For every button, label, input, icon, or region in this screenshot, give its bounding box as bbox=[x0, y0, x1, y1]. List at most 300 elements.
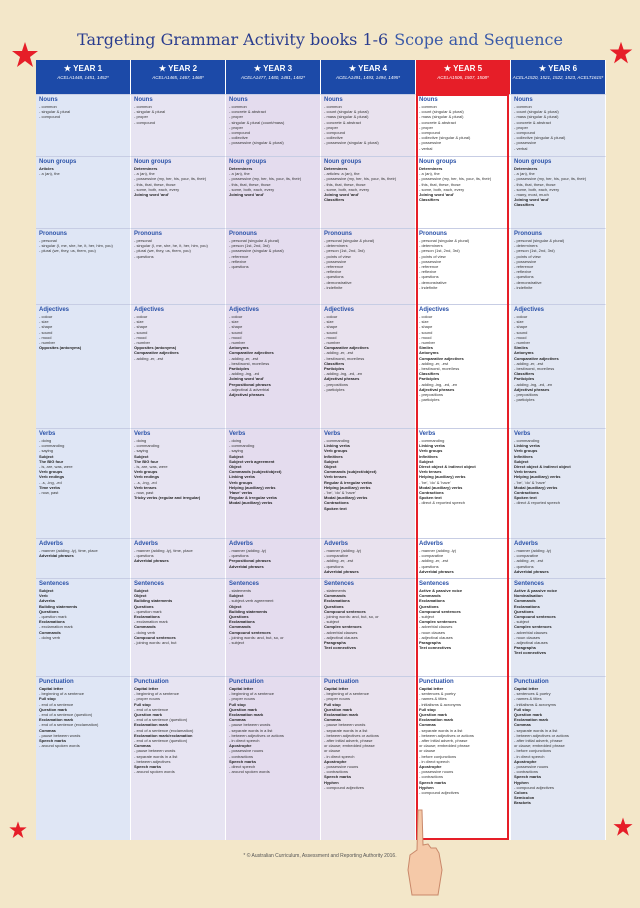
section-item: - possessive (my, her, his, your, its, their) bbox=[419, 176, 492, 182]
section-item: The BIG four bbox=[39, 458, 64, 464]
year-header bbox=[131, 60, 226, 94]
section-item: Prepositional phrases bbox=[229, 558, 271, 564]
section-cell bbox=[321, 578, 416, 676]
section-item: Comparative adjectives bbox=[324, 345, 369, 351]
section-item: - sentences & poetry bbox=[514, 691, 551, 697]
section-item: Joining word 'and' bbox=[324, 192, 360, 198]
section-heading: Verbs bbox=[514, 431, 531, 437]
section-item: - 'be', 'do' & 'have' bbox=[419, 479, 451, 485]
section-item: Tricky verbs (regular and irregular) bbox=[134, 495, 201, 501]
section-item: Helping (auxiliary) verbs bbox=[229, 484, 276, 490]
section-item: - initialisms & acronyms bbox=[514, 701, 557, 707]
section-item: Full stop bbox=[134, 701, 151, 707]
section-item: - participles bbox=[514, 397, 535, 403]
section-item: Verb groups bbox=[514, 448, 538, 454]
section-item: - colour bbox=[39, 314, 53, 319]
section-item: - end of a sentence bbox=[134, 706, 169, 712]
section-item: - adding -er, -est bbox=[514, 558, 544, 564]
section-item: - adjectival & adverbial bbox=[229, 386, 270, 392]
section-item: - adding -ing, -ed, -en bbox=[419, 381, 458, 387]
section-item: - reflexive bbox=[419, 269, 437, 275]
section-item: - questions bbox=[229, 553, 249, 559]
section-item: - joining words: and, but, so, or bbox=[324, 614, 379, 620]
section-item: Hyphen bbox=[419, 784, 434, 790]
scope-sequence-table bbox=[36, 60, 606, 840]
section-cell bbox=[321, 538, 416, 578]
section-item: Questions bbox=[514, 608, 534, 614]
section-item: Question mark bbox=[134, 712, 163, 718]
section-item: - some, both, each, every bbox=[134, 186, 180, 192]
section-item: - colour bbox=[134, 314, 148, 319]
section-item: Building statements bbox=[134, 598, 173, 604]
section-cell bbox=[131, 428, 226, 538]
section-item: - pause between words bbox=[229, 722, 271, 728]
section-item: Helping (auxiliary) verbs bbox=[324, 484, 371, 490]
section-item: - separate words in a list bbox=[229, 727, 273, 733]
section-item: - separate words in a list bbox=[419, 727, 463, 733]
section-item: - exclamation mark bbox=[134, 619, 168, 625]
section-item: Semicolon bbox=[514, 795, 535, 801]
section-item: - proper bbox=[419, 124, 434, 130]
section-item: - common bbox=[514, 104, 532, 109]
section-cell bbox=[226, 538, 321, 578]
section-item: Adverbial phrases bbox=[39, 553, 74, 559]
section-item: - saying bbox=[134, 448, 149, 454]
star-decoration-icon bbox=[608, 40, 634, 66]
section-item: - saying bbox=[229, 448, 244, 454]
section-item: - direct & reported speech bbox=[514, 500, 561, 506]
section-item: - end of a sentence (question) bbox=[39, 712, 93, 718]
section-item: - doing bbox=[229, 438, 242, 443]
section-item: - around spoken words bbox=[134, 769, 175, 775]
section-item: - common bbox=[324, 104, 342, 109]
section-item: - adding -er, -est bbox=[229, 355, 259, 361]
section-item: Capital letter bbox=[514, 686, 539, 691]
section-item: Subject bbox=[39, 588, 54, 593]
section-item: - manner (adding -ly) bbox=[419, 548, 457, 553]
section-item: - proper bbox=[324, 124, 339, 130]
section-item: - questions bbox=[514, 563, 534, 569]
section-item: - personal bbox=[39, 238, 57, 243]
section-item: - possessive bbox=[514, 140, 537, 146]
section-item: - possessive (my, her, his, your, its, their) bbox=[134, 176, 207, 182]
section-item: - after initial adverb, phrase bbox=[514, 738, 563, 744]
section-item: - question mark bbox=[134, 608, 162, 614]
section-item: Adverbial phrases bbox=[134, 558, 169, 564]
section-item: Helping (auxiliary) verbs bbox=[514, 474, 561, 480]
section-item: - is, are, was, were bbox=[134, 464, 168, 470]
star-decoration-icon bbox=[612, 816, 634, 838]
section-item: Joining word 'and' bbox=[229, 376, 265, 382]
section-item: - mood bbox=[324, 334, 337, 340]
section-item: - manner (adding -ly) bbox=[324, 548, 362, 553]
section-item: - compound adjectives bbox=[324, 784, 365, 790]
section-item: Question mark bbox=[514, 712, 543, 718]
section-item: - exclamation mark bbox=[39, 624, 73, 630]
section-item: - colour bbox=[419, 314, 433, 319]
section-item: Colons bbox=[514, 790, 528, 796]
section-item: - manner (adding -ly), time, place bbox=[134, 548, 193, 553]
section-item: Participles bbox=[419, 376, 440, 382]
section-item: - sound bbox=[324, 329, 338, 335]
section-item: - participles bbox=[419, 397, 440, 403]
section-item: Text connectives bbox=[419, 645, 452, 651]
section-item: - concrete & abstract bbox=[324, 119, 361, 125]
section-item: - possessive bbox=[419, 140, 442, 146]
section-item: - some, both, each, every bbox=[419, 186, 465, 192]
section-item: - a (an), the bbox=[39, 171, 60, 177]
section-item: Linking verbs bbox=[229, 474, 256, 480]
section-item: - names & titles bbox=[419, 696, 447, 702]
section-cell bbox=[511, 428, 606, 538]
section-cell bbox=[416, 578, 511, 676]
section-item: - indefinite bbox=[514, 284, 533, 290]
section-item: - determiners bbox=[419, 243, 443, 249]
section-item: Commas bbox=[134, 743, 151, 749]
year-header bbox=[321, 60, 416, 94]
section-item: - common bbox=[134, 104, 152, 109]
section-item: Full stop bbox=[419, 706, 436, 712]
section-item: - some, both, each, every bbox=[514, 186, 560, 192]
section-heading: Pronouns bbox=[514, 231, 542, 237]
year-header bbox=[511, 60, 606, 94]
section-item: - prepositions bbox=[419, 392, 444, 398]
section-item: Commands (subject/object) bbox=[324, 469, 377, 475]
section-item: - end of a sentence (question) bbox=[134, 717, 188, 723]
section-item: - points of view bbox=[324, 253, 351, 259]
section-item: Capital letter bbox=[134, 686, 159, 691]
section-item: Prepositional phrases bbox=[229, 381, 271, 387]
section-item: - person (1st, 2nd, 3rd) bbox=[324, 248, 365, 254]
section-item: Determiners bbox=[514, 166, 538, 171]
section-item: Antonyms bbox=[419, 350, 439, 356]
section-item: - noun clauses bbox=[514, 634, 541, 640]
section-heading: Sentences bbox=[39, 581, 70, 587]
section-item: Determiners bbox=[134, 166, 158, 171]
section-item: - initialisms & acronyms bbox=[419, 701, 462, 707]
section-item: Speech marks bbox=[229, 758, 257, 764]
section-heading: Nouns bbox=[229, 97, 248, 103]
section-item: Active & passive voice bbox=[419, 588, 463, 593]
section-item: - best/worst, more/less bbox=[229, 360, 270, 366]
section-item: Joining word 'and' bbox=[514, 197, 550, 203]
section-item: 'Have' verbs bbox=[229, 490, 253, 496]
section-item: - singular & plural bbox=[39, 109, 71, 115]
section-item: Commands bbox=[324, 593, 346, 599]
section-item: - possessive nouns bbox=[229, 748, 264, 754]
curriculum-codes: ACELA1520, 1521, 1522, 1523, ACELT1615* bbox=[512, 75, 604, 80]
section-cell bbox=[36, 428, 131, 538]
section-item: - this, that, these, those bbox=[514, 181, 556, 187]
section-heading: Sentences bbox=[134, 581, 165, 587]
section-item: Contractions bbox=[324, 500, 349, 506]
section-item: - reference bbox=[229, 253, 249, 259]
section-item: Modal (auxiliary) verbs bbox=[229, 500, 273, 506]
section-item: Speech marks bbox=[419, 779, 447, 785]
section-item: - mood bbox=[419, 334, 432, 340]
section-item: The BIG four bbox=[134, 458, 159, 464]
section-item: - number bbox=[134, 340, 151, 346]
section-cell bbox=[511, 94, 606, 156]
section-item: - between adjectives or actions bbox=[229, 732, 284, 738]
section-item: Verb groups bbox=[419, 448, 443, 454]
section-item: Commands bbox=[514, 598, 536, 604]
section-item: Speech marks bbox=[514, 774, 542, 780]
section-item: - in direct speech bbox=[514, 753, 545, 759]
section-cell bbox=[226, 94, 321, 156]
section-item: - around spoken words bbox=[229, 769, 270, 775]
section-item: - collective (singular & plural) bbox=[419, 135, 471, 141]
section-item: Adverbs bbox=[39, 598, 56, 604]
section-cell bbox=[131, 156, 226, 228]
section-item: - this, that, these, those bbox=[134, 181, 176, 187]
section-item: - commanding bbox=[229, 443, 255, 449]
section-item: - some, both, each, every bbox=[229, 186, 275, 192]
section-item: - comparative bbox=[419, 553, 444, 559]
section-item: Hyphen bbox=[324, 779, 339, 785]
section-item: Exclamations bbox=[39, 619, 65, 625]
section-item: Complex sentences bbox=[419, 619, 457, 625]
section-cell bbox=[131, 578, 226, 676]
section-item: Question mark bbox=[229, 706, 258, 712]
section-item: Apostrophe bbox=[324, 758, 347, 764]
section-item: - a (an), the bbox=[419, 171, 440, 177]
section-item: Modal (auxiliary) verbs bbox=[514, 484, 558, 490]
section-item: - count (singular & plural) bbox=[419, 109, 464, 115]
section-item: - contractions bbox=[229, 753, 254, 759]
section-item: - proper bbox=[514, 124, 529, 130]
section-item: - questions bbox=[514, 274, 534, 280]
curriculum-codes: ACELA1465, 1467, 1468* bbox=[152, 75, 204, 80]
section-item: - compound bbox=[134, 119, 156, 125]
section-item: - end of a sentence bbox=[39, 701, 74, 707]
section-cell bbox=[416, 156, 511, 228]
section-item: - reflexive bbox=[514, 269, 532, 275]
section-item: Commands bbox=[229, 624, 251, 630]
section-item: Compound sentences bbox=[324, 608, 366, 614]
section-item: - reference bbox=[324, 264, 344, 270]
section-item: Similes bbox=[419, 345, 434, 351]
section-item: Infinitives bbox=[514, 453, 533, 459]
section-item: - personal (singular & plural) bbox=[324, 238, 375, 243]
section-item: Determiners bbox=[419, 166, 443, 171]
section-item: - subject bbox=[229, 640, 245, 646]
section-item: Classifiers bbox=[514, 371, 535, 377]
section-cell bbox=[131, 228, 226, 304]
section-item: Exclamation mark bbox=[229, 712, 264, 718]
section-item: - proper nouns bbox=[324, 696, 351, 702]
section-item: Exclamation mark bbox=[419, 717, 454, 723]
section-item: Verb groups bbox=[134, 469, 158, 475]
section-item: Full stop bbox=[229, 701, 246, 707]
section-item: Modal (auxiliary) verbs bbox=[419, 484, 463, 490]
section-cell bbox=[226, 304, 321, 428]
section-cell bbox=[321, 94, 416, 156]
section-item: - after initial adverb, phrase bbox=[419, 738, 468, 744]
section-item: - reflexive bbox=[229, 258, 247, 264]
section-item: - adverbial clauses bbox=[514, 629, 548, 635]
section-heading: Verbs bbox=[229, 431, 246, 437]
section-item: - reflexive bbox=[324, 269, 342, 275]
section-item: Commas bbox=[39, 727, 56, 733]
section-item: - joining words: and, but bbox=[134, 640, 177, 646]
section-heading: Nouns bbox=[419, 97, 438, 103]
section-item: Active & passive voice bbox=[514, 588, 558, 593]
section-item: Comparative adjectives bbox=[134, 350, 179, 356]
section-item: - size bbox=[134, 319, 144, 325]
section-item: - indefinite bbox=[419, 284, 438, 290]
section-item: - verbal bbox=[419, 145, 433, 151]
section-item: - singular (I, me, she, he, it, her, him, you) bbox=[39, 243, 113, 249]
section-item: Verb groups bbox=[324, 448, 348, 454]
section-item: - reference bbox=[419, 264, 439, 270]
section-heading: Noun groups bbox=[39, 159, 77, 165]
section-heading: Pronouns bbox=[39, 231, 67, 237]
section-item: - in direct speech bbox=[229, 738, 260, 744]
title-main: Targeting Grammar Activity books 1-6 bbox=[77, 30, 389, 49]
section-item: - commanding bbox=[514, 438, 540, 443]
section-cell bbox=[321, 428, 416, 538]
year-label: ★ YEAR 6 bbox=[538, 64, 578, 73]
section-item: - before conjunctions bbox=[514, 748, 552, 754]
section-item: - a (an), the bbox=[514, 171, 535, 177]
section-item: - between adjectives or actions bbox=[419, 732, 474, 738]
year-label: ★ YEAR 4 bbox=[348, 64, 388, 73]
section-item: - shape bbox=[324, 324, 338, 330]
section-item: Questions bbox=[134, 603, 154, 609]
section-item: Adjectival phrases bbox=[419, 386, 455, 392]
section-item: Compound sentences bbox=[229, 629, 271, 635]
section-item: Subject bbox=[419, 458, 434, 464]
section-item: - contractions bbox=[514, 769, 539, 775]
section-item: - adding -ing, -ed, -en bbox=[324, 371, 363, 377]
section-item: - possessive nouns bbox=[324, 764, 359, 770]
section-item: Questions bbox=[419, 603, 439, 609]
section-item: - prepositions bbox=[324, 381, 349, 387]
section-item: - colour bbox=[229, 314, 243, 319]
section-item: - proper bbox=[229, 114, 244, 120]
section-cell bbox=[226, 228, 321, 304]
section-item: - shape bbox=[419, 324, 433, 330]
section-heading: Sentences bbox=[324, 581, 355, 587]
section-item: Antonyms bbox=[229, 345, 249, 351]
section-item: - 'be', 'do' & 'have' bbox=[514, 479, 546, 485]
section-item: Compound sentences bbox=[419, 608, 461, 614]
section-item: Opposites (antonyms) bbox=[134, 345, 177, 351]
section-heading: Adverbs bbox=[229, 541, 254, 547]
section-cell bbox=[36, 156, 131, 228]
section-item: - sentences & poetry bbox=[419, 691, 456, 697]
section-cell bbox=[131, 94, 226, 156]
section-item: - this, that, these, those bbox=[229, 181, 271, 187]
section-item: Hyphen bbox=[514, 779, 529, 785]
curriculum-codes: ACELA1506, 1507, 1508* bbox=[437, 75, 489, 80]
section-item: - plural (we, they, us, them, you) bbox=[39, 248, 96, 254]
year-label: ★ YEAR 3 bbox=[253, 64, 293, 73]
section-item: Adverbial phrases bbox=[419, 568, 454, 574]
section-item: Commas bbox=[514, 722, 531, 728]
section-item: - saying bbox=[39, 448, 54, 454]
section-item: - joining words: and, but, so, or bbox=[229, 634, 284, 640]
section-item: - possessive (my, her, his, your, its, their) bbox=[514, 176, 587, 182]
section-cell bbox=[131, 304, 226, 428]
section-item: Classifiers bbox=[419, 197, 440, 203]
section-item: - pause between words bbox=[134, 748, 176, 754]
section-item: - shape bbox=[229, 324, 243, 330]
section-item: - statements bbox=[229, 588, 252, 593]
section-item: Antonyms bbox=[514, 350, 534, 356]
section-item: Speech marks bbox=[134, 764, 162, 770]
section-item: - comparative bbox=[514, 553, 539, 559]
year-label: ★ YEAR 1 bbox=[63, 64, 103, 73]
section-item: - adjectival clauses bbox=[324, 634, 358, 640]
section-item: - count (singular & plural) bbox=[514, 109, 559, 115]
section-item: Comparative adjectives bbox=[419, 355, 464, 361]
section-heading: Verbs bbox=[324, 431, 341, 437]
section-item: - reference bbox=[514, 264, 534, 270]
section-item: Adverbial phrases bbox=[324, 568, 359, 574]
section-heading: Punctuation bbox=[134, 679, 169, 685]
section-heading: Nouns bbox=[134, 97, 153, 103]
section-item: - pause between words bbox=[39, 732, 81, 738]
section-item: Helping (auxiliary) verbs bbox=[419, 474, 466, 480]
section-cell bbox=[131, 676, 226, 840]
section-item: - possessive (singular & plural) bbox=[324, 140, 379, 146]
section-heading: Pronouns bbox=[229, 231, 257, 237]
section-cell bbox=[226, 578, 321, 676]
section-cell bbox=[321, 156, 416, 228]
section-item: Questions bbox=[324, 603, 344, 609]
section-item: - size bbox=[419, 319, 429, 325]
section-item: - best/worst, more/less bbox=[324, 355, 365, 361]
section-item: - questions bbox=[419, 563, 439, 569]
section-item: Subject bbox=[134, 588, 149, 593]
section-item: - subject bbox=[324, 619, 340, 625]
section-cell bbox=[36, 676, 131, 840]
curriculum-codes: ACELA1448, 1451, 1452* bbox=[57, 75, 109, 80]
section-item: - collective (singular & plural) bbox=[514, 135, 566, 141]
section-heading: Nouns bbox=[39, 97, 58, 103]
section-item: - colour bbox=[324, 314, 338, 319]
section-item: - end of a sentence (exclamation) bbox=[39, 722, 99, 728]
section-item: - verbal bbox=[514, 145, 528, 151]
year-header bbox=[226, 60, 321, 94]
section-heading: Adjectives bbox=[134, 307, 165, 313]
section-item: Verb tenses bbox=[514, 469, 537, 475]
section-heading: Sentences bbox=[419, 581, 450, 587]
section-item: Object bbox=[134, 593, 147, 599]
section-cell bbox=[36, 538, 131, 578]
section-item: Full stop bbox=[324, 701, 341, 707]
section-item: - a (an), the bbox=[229, 171, 250, 177]
section-item: Commands bbox=[134, 624, 156, 630]
section-item: - possessive (singular & plural) bbox=[229, 140, 284, 146]
section-item: - demonstrative bbox=[419, 279, 447, 285]
section-item: - mass (singular & plural) bbox=[324, 114, 369, 120]
section-item: - this, that, these, those bbox=[324, 181, 366, 187]
section-item: - before conjunctions bbox=[419, 753, 457, 759]
section-item: Similes bbox=[514, 345, 529, 351]
section-item: - questions bbox=[229, 264, 249, 270]
section-item: - mass (singular & plural) bbox=[419, 114, 464, 120]
section-item: - contractions bbox=[419, 774, 444, 780]
section-item: - concrete & abstract bbox=[514, 119, 551, 125]
section-item: - commanding bbox=[134, 443, 160, 449]
section-item: Classifiers bbox=[324, 197, 345, 203]
section-item: Infinitives bbox=[419, 453, 438, 459]
section-item: - statements bbox=[324, 588, 347, 593]
section-item: - beginning of a sentence bbox=[39, 691, 84, 697]
